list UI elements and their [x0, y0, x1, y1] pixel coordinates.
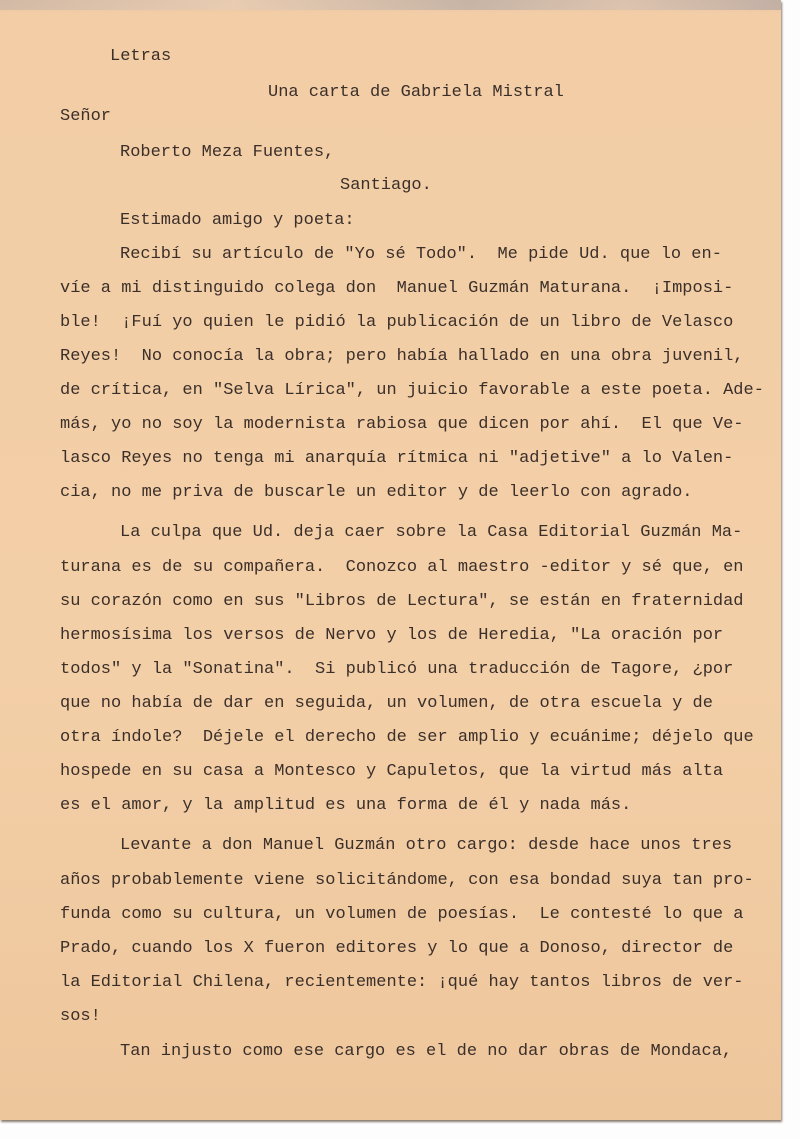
text-line: todos" y la "Sonatina". Si publicó una traducción de Tagore, ¿por [60, 660, 734, 679]
text-line: funda como su cultura, un volumen de poesías. Le contesté lo que a [60, 905, 744, 924]
text-line: hospede en su casa a Montesco y Capuletos, que la virtud más alta [60, 762, 724, 781]
greeting: Estimado amigo y poeta: [120, 211, 355, 230]
text-line: otra índole? Déjele el derecho de ser amplio y ecuánime; déjelo que [60, 728, 754, 747]
text-line: Prado, cuando los X fueron editores y lo que a Donoso, director de [60, 939, 734, 958]
text-line: de crítica, en "Selva Lírica", un juicio favorable a este poeta. Ade- [60, 381, 764, 400]
text-line: más, yo no soy la modernista rabiosa que dicen por ahí. El que Ve- [60, 415, 744, 434]
text-line: años probablemente viene solicitándome, con esa bondad suya tan pro- [60, 871, 754, 890]
text-line: sos! [60, 1007, 101, 1026]
text-line: es el amor, y la amplitud es una forma de él y nada más. [60, 796, 632, 815]
text-line: La culpa que Ud. deja caer sobre la Casa Editorial Guzmán Ma- [120, 523, 743, 542]
text-line: Levante a don Manuel Guzmán otro cargo: desde hace unos tres [120, 836, 733, 855]
text-line: Tan injusto como ese cargo es el de no dar obras de Mondaca, [120, 1042, 733, 1061]
text-line: Recibí su artículo de "Yo sé Todo". Me pide Ud. que lo en- [120, 245, 722, 264]
text-line: hermosísima los versos de Nervo y los de Heredia, "La oración por [60, 626, 724, 645]
text-line: Reyes! No conocía la obra; pero había hallado en una obra juvenil, [60, 347, 744, 366]
text-line: ble! ¡Fuí yo quien le pidió la publicación de un libro de Velasco [60, 313, 734, 332]
section-label: Letras [110, 47, 172, 66]
letter-title: Una carta de Gabriela Mistral [268, 83, 564, 102]
text-line: que no había de dar en seguida, un volumen, de otra escuela y de [60, 694, 713, 713]
text-line: lasco Reyes no tenga mi anarquía rítmica ni "adjetive" a lo Valen- [60, 449, 734, 468]
text-line: su corazón como en sus "Libros de Lectura", se están en fraternidad [60, 592, 744, 611]
torn-top-edge [0, 0, 781, 10]
text-line: la Editorial Chilena, recientemente: ¡qué hay tantos libros de ver- [60, 973, 744, 992]
salutation: Señor [60, 107, 112, 126]
recipient-city: Santiago. [340, 176, 432, 195]
text-line: turana es de su compañera. Conozco al maestro -editor y sé que, en [60, 558, 744, 577]
recipient-name: Roberto Meza Fuentes, [120, 143, 335, 162]
text-line: víe a mi distinguido colega don Manuel Guzmán Maturana. ¡Imposi- [60, 279, 734, 298]
text-line: cia, no me priva de buscarle un editor y de leerlo con agrado. [60, 483, 693, 502]
